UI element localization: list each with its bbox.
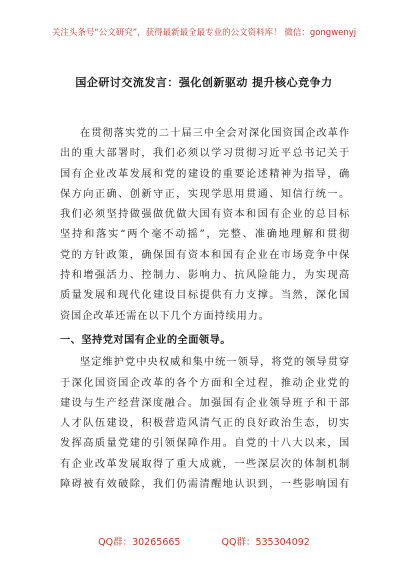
paragraph-line: 国有企业改革发展和党的建设的重要论述精神为指导，确 — [60, 168, 350, 180]
paragraph-line: 出的重大部署时，我们必须以学习贯彻习近平总书记关于 — [60, 148, 350, 160]
paragraph-line: 保方向正确、创新守正，实现学思用贯通、知信行统一。 — [60, 188, 350, 200]
page-title: 国企研讨交流发言：强化创新驱动 提升核心竞争力 — [75, 76, 333, 89]
paragraph-line: 障碍被有效破除，我们仍需清醒地认识到，一些影响国有 — [60, 479, 350, 491]
section-heading: 一、坚持党对国有企业的全面领导。 — [60, 333, 231, 346]
paragraph-line: 坚定维护党中央权威和集中统一领导，将党的领导贯穿 — [80, 357, 350, 369]
paragraph-line: 发挥高质量党建的引领保障作用。自党的十八大以来，国 — [60, 438, 350, 450]
promo-banner: 关注头条号“公文研究”，获得最新最全最专业的公文资料库！ 微信：gongwenyj — [51, 28, 357, 38]
paragraph-line: 在贯彻落实党的二十届三中全会对深化国资国企改革作 — [80, 128, 350, 139]
paragraph-line: 建设与生产经营深度融合。加强国有企业领导班子和干部 — [60, 397, 350, 409]
paragraph-line: 于深化国资国企改革的各个方面和全过程，推动企业党的 — [60, 377, 350, 389]
footer-contact — [0, 534, 408, 548]
paragraph-line: 坚持和落实“两个毫不动摇”，完整、准确地理解和贯彻 — [60, 229, 350, 241]
paragraph-line: 持和增强活力、控制力、影响力、抗风险能力，为实现高 — [60, 270, 350, 282]
footer-qq-group-2: QQ群：535304092 — [221, 537, 310, 548]
paragraph-line: 有企业改革发展取得了重大成就，一些深层次的体制机制 — [60, 458, 350, 470]
paragraph-line: 质量发展和现代化建设目标提供有力支撑。当然，深化国 — [60, 290, 350, 302]
document-body — [60, 124, 350, 495]
paragraph-line: 资国企改革还需在以下几个方面持续用力。 — [60, 310, 270, 322]
paragraph-line: 我们必须坚持做强做优做大国有资本和国有企业的总目标 — [60, 209, 350, 221]
footer-qq-group-1: QQ群：30265665 — [98, 537, 181, 548]
paragraph-line: 党的方针政策，确保国有资本和国有企业在市场竞争中保 — [60, 249, 350, 261]
paragraph-line: 人才队伍建设，积极营造风清气正的良好政治生态，切实 — [60, 418, 350, 430]
